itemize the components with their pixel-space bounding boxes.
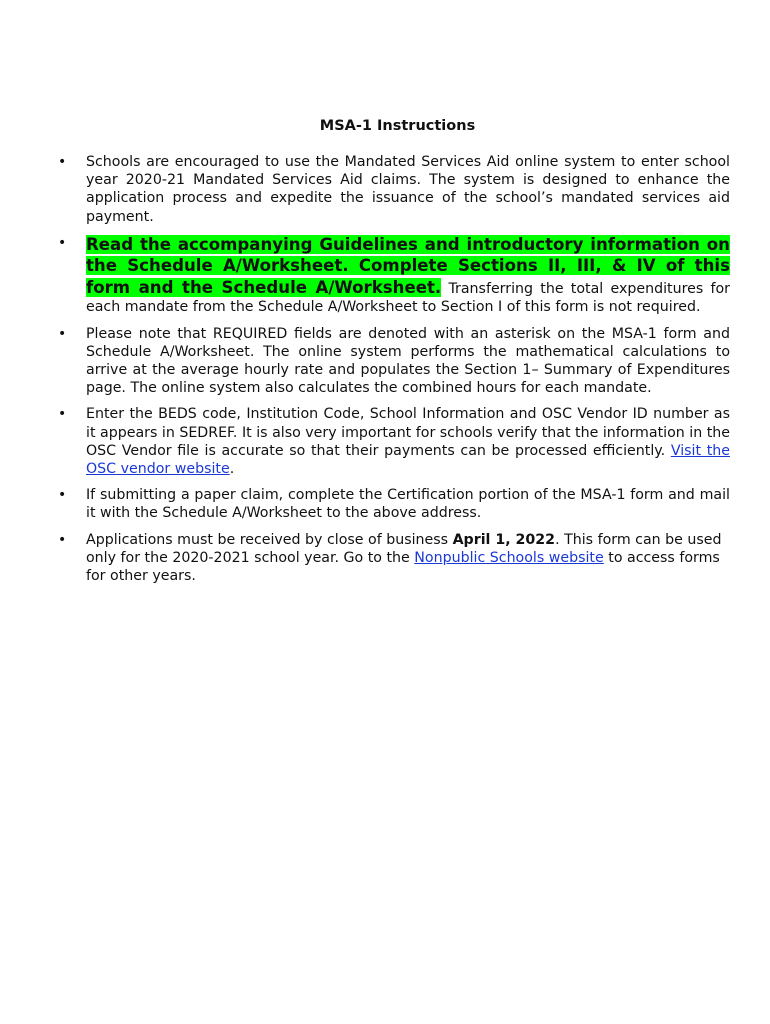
osc-vendor-link[interactable]: Visit the OSC vendor website — [86, 442, 730, 477]
instruction-list — [58, 153, 730, 593]
item-text: . This form can be used only for the 2020-2021 school year. Go to the — [86, 531, 722, 566]
item-text: to access forms for other years. — [86, 549, 720, 584]
item-text: Transferring the total expenditures for each mandate from the Schedule A/Worksheet to Section I of this form is not required. — [86, 280, 730, 316]
deadline-date: April 1, 2022 — [452, 531, 556, 548]
bullet-icon: • — [58, 325, 67, 342]
item-text: If submitting a paper claim, complete the Certification portion of the MSA-1 form and mail it with the Schedule A/Worksheet to the above address. — [86, 487, 730, 522]
bullet-icon: • — [58, 487, 67, 504]
list-item — [58, 486, 730, 522]
highlighted-instruction: Read the accompanying Guidelines and introductory information on the Schedule A/Worksheet. Complete Sections II, III, & IV of this form and the Schedule A/Worksheet. — [86, 234, 730, 297]
list-item — [58, 405, 730, 478]
bullet-icon: • — [58, 234, 67, 251]
list-item — [58, 531, 730, 586]
item-paragraph — [86, 234, 730, 317]
item-text: Please note that REQUIRED fields are denoted with an asterisk on the MSA-1 form and Schedule A/Worksheet. The online system performs the mathematical calculations to arrive at the average hourly rate and populates the Section 1– Summary of Expenditures page. The online system also calculates the combined hours for each mandate. — [86, 325, 730, 397]
item-text: Applications must be received by close of business — [86, 531, 449, 548]
list-item — [58, 234, 730, 317]
nonpublic-schools-link[interactable]: Nonpublic Schools website — [414, 549, 604, 566]
page-title: MSA-1 Instructions — [319, 118, 476, 134]
item-text: Enter the BEDS code, Institution Code, School Information and OSC Vendor ID number as it appears in SEDREF. It is also very important for schools verify that the information in the OSC Vendor file is accurate so that their payments can be processed efficiently. — [86, 406, 730, 459]
bullet-icon: • — [58, 154, 67, 170]
item-text: Schools are encouraged to use the Mandated Services Aid online system to enter school year 2020-21 Mandated Services Aid claims. The system is designed to enhance the application process and expedite the issuance of the school’s mandated services aid payment. — [86, 154, 730, 225]
item-text-end: . — [229, 460, 235, 477]
bullet-icon: • — [58, 406, 67, 423]
list-item — [58, 153, 730, 226]
bullet-icon: • — [58, 531, 67, 548]
list-item — [58, 325, 730, 398]
